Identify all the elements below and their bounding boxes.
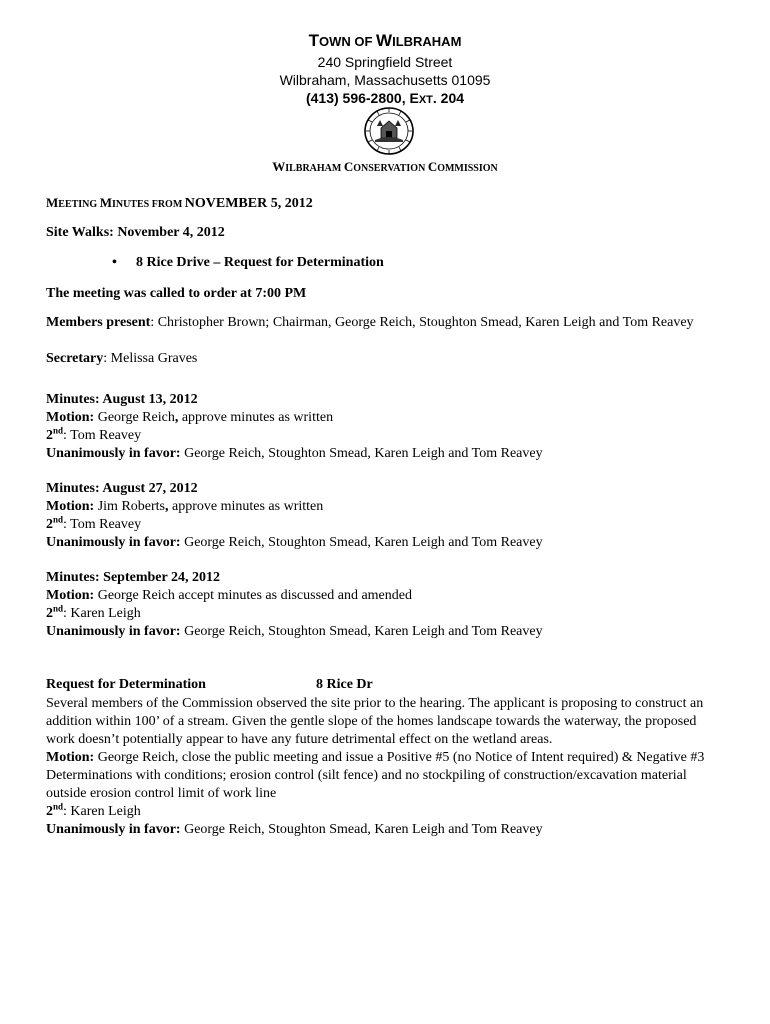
town-title <box>0 31 770 51</box>
secretary-text: : Melissa Graves <box>103 351 198 366</box>
minutes-title: Minutes: August 27, 2012 <box>46 481 198 496</box>
minutes-title: Minutes: August 13, 2012 <box>46 392 198 407</box>
motion-comma: , <box>165 499 169 514</box>
members-present <box>46 314 726 332</box>
second-text: : Tom Reavey <box>63 428 142 443</box>
motion-label: Motion: <box>46 588 95 603</box>
second-sup: nd <box>53 514 64 525</box>
request-heading <box>46 677 373 693</box>
street-address: 240 Springfield Street <box>317 54 453 70</box>
minutes-item <box>46 569 726 641</box>
favor-line <box>46 534 726 552</box>
favor-label: Unanimously in favor: <box>46 624 181 639</box>
second-text: : Karen Leigh <box>63 804 141 819</box>
second-line <box>46 803 716 821</box>
minutes-item <box>46 391 726 463</box>
second-num: 2 <box>46 428 53 443</box>
heading-letter: M <box>99 195 112 210</box>
second-text: : Tom Reavey <box>63 517 142 532</box>
secretary <box>46 350 726 368</box>
phone-xt: XT <box>418 94 433 106</box>
request-description: Several members of the Commission observed the site prior to the hearing. The applicant is proposing to construct an addition within 100’ of a stream. Given the gentle slope of the homes landscape towards the waterway, the proposed work doesn’t potentially appear to have any future detrimental effect on the wetland areas. <box>46 696 704 747</box>
motion-text: George Reich, close the public meeting and issue a Positive #5 (no Notice of Intent required) & Negative #3 Determinations with conditions; erosion control (silt fence) and no stockpiling of construction/excavation material outside erosion control limit of work line <box>46 750 705 801</box>
title-part: ILBRAHAM <box>392 34 462 49</box>
motion-name: George Reich <box>94 588 175 603</box>
heading-part: INUTES FROM <box>111 199 185 210</box>
favor-label: Unanimously in favor: <box>46 446 181 461</box>
commission-letter: C <box>427 159 438 174</box>
second-text: : Karen Leigh <box>63 606 141 621</box>
minutes-title: Minutes: September 24, 2012 <box>46 570 220 585</box>
commission-part: OMMISSION <box>437 163 498 174</box>
request-motion <box>46 749 716 803</box>
heading-letter: M <box>46 195 59 210</box>
members-label: Members present <box>46 315 151 330</box>
commission-letter: C <box>343 159 354 174</box>
second-sup: nd <box>53 603 64 614</box>
motion-text: approve minutes as written <box>178 410 334 425</box>
meeting-minutes-heading <box>46 194 726 214</box>
site-walk-item <box>112 255 384 271</box>
second-line <box>46 605 726 623</box>
title-letter: W <box>376 31 393 50</box>
second-line <box>46 516 726 534</box>
phone-ext: . 204 <box>432 90 465 106</box>
site-walk-text: 8 Rice Drive – Request for Determination <box>136 255 384 270</box>
motion-name: George Reich <box>94 410 175 425</box>
favor-label: Unanimously in favor: <box>46 535 181 550</box>
commission-letter: W <box>272 159 286 174</box>
motion-line <box>46 587 726 605</box>
favor-label: Unanimously in favor: <box>46 822 181 837</box>
second-sup: nd <box>53 801 64 812</box>
site-walks-label: Site Walks: November 4, 2012 <box>46 225 225 240</box>
request-address: 8 Rice Dr <box>316 677 373 692</box>
second-num: 2 <box>46 606 53 621</box>
motion-text: accept minutes as discussed and amended <box>174 588 412 603</box>
members-text: : Christopher Brown; Chairman, George Reich, Stoughton Smead, Karen Leigh and Tom Reavey <box>150 315 694 330</box>
called-to-order: The meeting was called to order at 7:00 PM <box>46 286 307 301</box>
motion-comma: , <box>174 410 179 425</box>
commission-part: ILBRAHAM <box>285 163 344 174</box>
motion-label: Motion: <box>46 750 95 765</box>
second-sup: nd <box>53 425 64 436</box>
commission-part: ONSERVATION <box>353 163 428 174</box>
minutes-item <box>46 480 726 552</box>
second-line <box>46 427 726 445</box>
phone-main: (413) 596-2800, E <box>305 90 419 106</box>
commission-title <box>0 159 770 175</box>
title-letter: T <box>308 31 319 50</box>
motion-label: Motion: <box>46 410 95 425</box>
favor-text: George Reich, Stoughton Smead, Karen Leigh and Tom Reavey <box>180 446 543 461</box>
favor-line <box>46 445 726 463</box>
meeting-date: NOVEMBER 5, 2012 <box>184 196 313 211</box>
favor-text: George Reich, Stoughton Smead, Karen Leigh and Tom Reavey <box>180 535 543 550</box>
request-body <box>46 695 716 839</box>
motion-name: Jim Roberts <box>94 499 165 514</box>
city-address: Wilbraham, Massachusetts 01095 <box>279 72 491 88</box>
heading-part: EETING <box>58 199 100 210</box>
favor-line <box>46 821 716 839</box>
phone-number <box>0 90 770 106</box>
motion-text: approve minutes as written <box>168 499 324 514</box>
second-num: 2 <box>46 517 53 532</box>
bullet-icon: • <box>112 255 117 270</box>
request-title: Request for Determination <box>46 677 206 692</box>
second-num: 2 <box>46 804 53 819</box>
title-part: OWN OF <box>318 34 377 49</box>
motion-label: Motion: <box>46 499 95 514</box>
motion-line <box>46 498 726 516</box>
town-seal-icon <box>363 106 415 156</box>
secretary-label: Secretary <box>46 351 104 366</box>
favor-text: George Reich, Stoughton Smead, Karen Leigh and Tom Reavey <box>180 822 543 837</box>
favor-line <box>46 623 726 641</box>
favor-text: George Reich, Stoughton Smead, Karen Leigh and Tom Reavey <box>180 624 543 639</box>
motion-line <box>46 409 726 427</box>
